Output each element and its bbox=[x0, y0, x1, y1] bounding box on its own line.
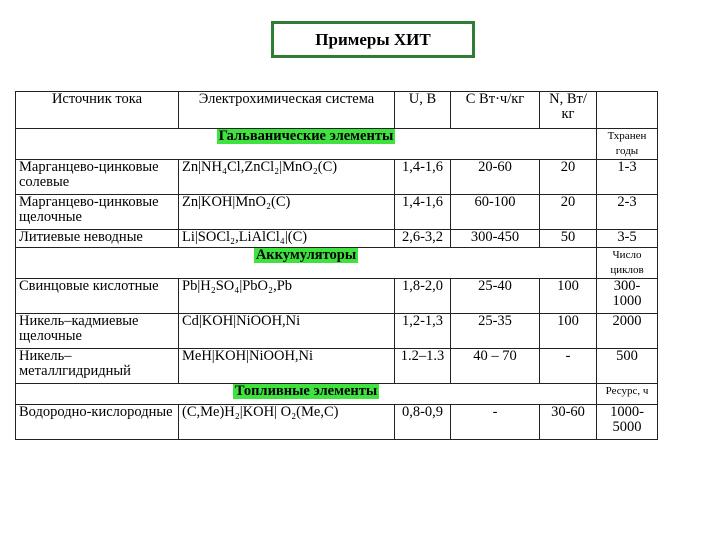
cell-source: Литиевые неводные bbox=[16, 230, 179, 248]
cell-power: 100 bbox=[540, 314, 597, 349]
cell-source: Марганцево-цинковые щелочные bbox=[16, 195, 179, 230]
cell-capacity: 300-450 bbox=[451, 230, 540, 248]
cell-system: Cd|KOH|NiOOH,Ni bbox=[179, 314, 395, 349]
header-source: Источник тока bbox=[16, 92, 179, 129]
table-row bbox=[16, 230, 658, 248]
cell-source: Никель–металлгидридный bbox=[16, 349, 179, 384]
table-row bbox=[16, 195, 658, 230]
table-row bbox=[16, 160, 658, 195]
cell-voltage: 1,2-1,3 bbox=[395, 314, 451, 349]
cell-capacity: 25-40 bbox=[451, 279, 540, 314]
section-row bbox=[16, 129, 658, 160]
cell-last: 500 bbox=[597, 349, 658, 384]
battery-table bbox=[15, 91, 658, 440]
header-capacity: C Вт·ч/кг bbox=[451, 92, 540, 129]
section-title: Гальванические элементы bbox=[218, 128, 394, 144]
cell-power: - bbox=[540, 349, 597, 384]
header-voltage: U, В bbox=[395, 92, 451, 129]
section-side-label: Тхранен годы bbox=[597, 129, 658, 160]
cell-power: 20 bbox=[540, 160, 597, 195]
cell-power: 100 bbox=[540, 279, 597, 314]
cell-last: 2000 bbox=[597, 314, 658, 349]
cell-power: 30-60 bbox=[540, 405, 597, 440]
cell-power: 50 bbox=[540, 230, 597, 248]
cell-source: Свинцовые кислотные bbox=[16, 279, 179, 314]
cell-capacity: 40 – 70 bbox=[451, 349, 540, 384]
section-label bbox=[16, 384, 597, 405]
section-label bbox=[16, 129, 597, 160]
cell-capacity: 20-60 bbox=[451, 160, 540, 195]
cell-last: 2-3 bbox=[597, 195, 658, 230]
cell-last: 1000-5000 bbox=[597, 405, 658, 440]
cell-source: Никель–кадмиевые щелочные bbox=[16, 314, 179, 349]
cell-voltage: 1,8-2,0 bbox=[395, 279, 451, 314]
cell-system: Zn|KOH|MnO₂(C) bbox=[179, 195, 395, 230]
cell-system: Li|SOCl₂,LiAlCl₄|(C) bbox=[179, 230, 395, 248]
section-label bbox=[16, 248, 597, 279]
slide-title: Примеры ХИТ bbox=[271, 21, 475, 58]
header-system: Электрохимическая система bbox=[179, 92, 395, 129]
section-title: Топливные элементы bbox=[234, 383, 378, 399]
section-row bbox=[16, 384, 658, 405]
cell-system: MeH|KOH|NiOOH,Ni bbox=[179, 349, 395, 384]
section-title: Аккумуляторы bbox=[255, 247, 357, 263]
cell-source: Марганцево-цинковые солевые bbox=[16, 160, 179, 195]
cell-source: Водородно-кислородные bbox=[16, 405, 179, 440]
cell-capacity: 60-100 bbox=[451, 195, 540, 230]
cell-power: 20 bbox=[540, 195, 597, 230]
table-row bbox=[16, 279, 658, 314]
section-side-label: Число циклов bbox=[597, 248, 658, 279]
header-power: N, Вт/кг bbox=[540, 92, 597, 129]
header-empty bbox=[597, 92, 658, 129]
cell-last: 3-5 bbox=[597, 230, 658, 248]
section-side-label: Ресурс, ч bbox=[597, 384, 658, 405]
cell-last: 1-3 bbox=[597, 160, 658, 195]
table-row bbox=[16, 349, 658, 384]
cell-capacity: 25-35 bbox=[451, 314, 540, 349]
cell-voltage: 1,4-1,6 bbox=[395, 195, 451, 230]
cell-voltage: 0,8-0,9 bbox=[395, 405, 451, 440]
cell-voltage: 2,6-3,2 bbox=[395, 230, 451, 248]
cell-last: 300-1000 bbox=[597, 279, 658, 314]
table-row bbox=[16, 405, 658, 440]
cell-system: Zn|NH₄Cl,ZnCl₂|MnO₂(C) bbox=[179, 160, 395, 195]
cell-voltage: 1,4-1,6 bbox=[395, 160, 451, 195]
section-row bbox=[16, 248, 658, 279]
table-row bbox=[16, 314, 658, 349]
cell-voltage: 1.2–1.3 bbox=[395, 349, 451, 384]
header-row bbox=[16, 92, 658, 129]
cell-capacity: - bbox=[451, 405, 540, 440]
cell-system: (C,Me)H₂|KOH| O₂(Me,C) bbox=[179, 405, 395, 440]
cell-system: Pb|H₂SO₄|PbO₂,Pb bbox=[179, 279, 395, 314]
